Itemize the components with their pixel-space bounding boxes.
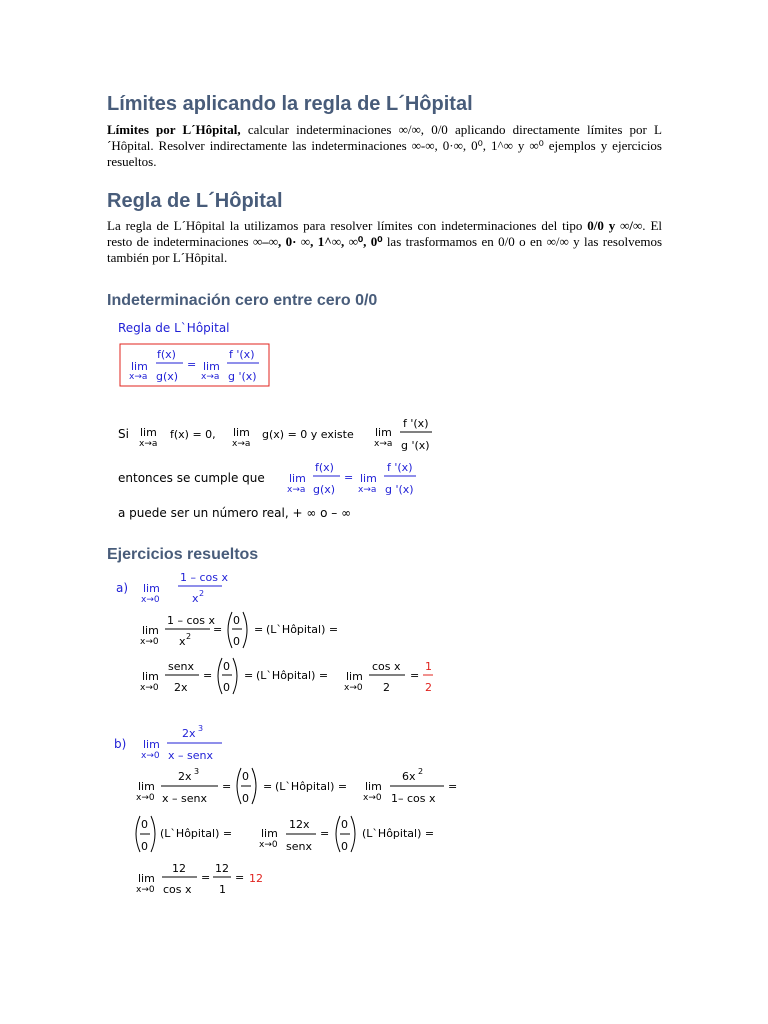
svg-text:lim: lim [346,670,363,683]
svg-text:a): a) [116,581,129,595]
rule-formula [129,348,259,383]
rule-label: Regla de L`Hôpital [118,321,230,335]
svg-text:lim: lim [140,426,157,439]
svg-text:x→a: x→a [232,439,251,449]
svg-text:=: = [263,780,273,793]
rule-bold-b: ∞–∞, 0· ∞, 1^∞, ∞⁰, 0⁰ [252,234,383,249]
svg-text:g(x): g(x) [156,370,179,383]
svg-text:f '(x): f '(x) [387,461,413,474]
svg-text:cos x: cos x [163,883,192,896]
result-a-den: 2 [425,681,432,694]
svg-text:g '(x): g '(x) [401,439,430,452]
svg-text:senx: senx [168,660,194,673]
a-line: a puede ser un número real, + ∞ o – ∞ [118,506,352,520]
svg-text:x: x [179,635,186,648]
svg-text:1 – cos x: 1 – cos x [180,571,229,584]
section-heading-zero-over-zero: Indeterminación cero entre cero 0/0 [107,292,378,309]
svg-text:lim: lim [142,670,159,683]
entonces-text: entonces se cumple que [118,471,265,485]
svg-text:0: 0 [223,681,230,694]
svg-text:x→0: x→0 [344,683,363,693]
rule-bold-a: 0/0 y ∞/∞ [587,218,643,233]
svg-text:b): b) [114,737,127,751]
svg-text:x→0: x→0 [141,751,160,761]
lhopital-b1: (L`Hôpital) = [275,780,348,793]
svg-text:lim: lim [203,360,220,373]
svg-text:=: = [344,471,354,484]
svg-text:x→a: x→a [129,372,148,382]
rule-text-a: La regla de L´Hôpital la utilizamos para resolver límites con indeterminaciones del tipo [107,218,588,233]
exercise-a-step2 [140,658,419,694]
svg-text:2: 2 [383,681,390,694]
exercise-a-statement [116,571,228,605]
svg-text:lim: lim [365,780,382,793]
exercise-b-step3 [136,862,263,896]
svg-text:lim: lim [138,872,155,885]
svg-text:0: 0 [341,818,348,831]
svg-text:lim: lim [261,827,278,840]
exercise-b-step2 [136,816,434,853]
svg-text:f(x): f(x) [157,348,176,361]
svg-text:2: 2 [186,632,192,641]
exercise-a-result [423,660,433,694]
svg-text:x→0: x→0 [140,683,159,693]
result-a-num: 1 [425,660,432,673]
svg-text:0: 0 [233,614,240,627]
svg-text:f '(x): f '(x) [229,348,255,361]
rule-text-c: las trasformamos en 0/0 o en ∞/∞ y las resolvemos también por L´Hôpital. [107,234,663,265]
svg-text:x→a: x→a [139,439,158,449]
svg-text:x→0: x→0 [259,840,278,850]
exercise-a [116,571,433,694]
svg-text:=: = [203,669,213,682]
lhopital-b2: (L`Hôpital) = [160,827,233,840]
svg-text:1 – cos x: 1 – cos x [167,614,216,627]
lhopital-a2: (L`Hôpital) = [256,669,329,682]
svg-text:2x: 2x [174,681,188,694]
svg-text:0: 0 [242,770,249,783]
svg-text:=: = [187,358,197,371]
svg-text:lim: lim [375,426,392,439]
svg-text:6x: 6x [402,770,416,783]
svg-text:x→a: x→a [374,439,393,449]
svg-text:x→0: x→0 [140,637,159,647]
svg-text:g(x): g(x) [313,483,336,496]
svg-text:=: = [254,623,264,636]
svg-text:x→a: x→a [287,485,306,495]
svg-text:2x: 2x [182,727,196,740]
condition-line [118,417,432,452]
svg-text:x→0: x→0 [136,793,155,803]
svg-text:1– cos x: 1– cos x [391,792,436,805]
svg-text:0: 0 [141,818,148,831]
cond-g: g(x) = 0 y existe [262,428,354,441]
svg-text:x→a: x→a [358,485,377,495]
svg-text:x→0: x→0 [141,595,160,605]
svg-text:=: = [410,669,420,682]
result-b: 12 [249,872,263,885]
svg-text:lim: lim [142,624,159,637]
lhopital-b3: (L`Hôpital) = [362,827,435,840]
svg-text:3: 3 [194,767,200,776]
svg-text:2: 2 [199,589,205,598]
section-heading-exercises: Ejercicios resueltos [107,546,259,563]
intro-bold: Límites por L´Hôpital, [107,122,241,137]
exercise-b-statement [114,724,222,762]
lhopital-a1: (L`Hôpital) = [266,623,339,636]
svg-text:1: 1 [219,883,226,896]
page-title: Límites aplicando la regla de L´Hôpital [107,93,473,115]
svg-text:x→0: x→0 [136,885,155,895]
svg-text:=: = [213,623,223,636]
svg-text:12: 12 [215,862,229,875]
svg-text:0: 0 [141,840,148,853]
svg-text:12: 12 [172,862,186,875]
svg-text:lim: lim [131,360,148,373]
svg-text:=: = [235,871,245,884]
svg-text:3: 3 [198,724,204,733]
svg-text:x – senx: x – senx [162,792,207,805]
svg-text:2x: 2x [178,770,192,783]
svg-text:lim: lim [138,780,155,793]
svg-text:0: 0 [223,660,230,673]
svg-text:x→0: x→0 [363,793,382,803]
svg-text:cos x: cos x [372,660,401,673]
svg-text:lim: lim [289,472,306,485]
svg-text:=: = [244,669,254,682]
svg-text:12x: 12x [289,818,310,831]
exercise-b-step1 [136,767,457,805]
svg-text:0: 0 [233,635,240,648]
svg-text:=: = [201,871,211,884]
svg-text:lim: lim [143,582,160,595]
section-heading-rule: Regla de L´Hôpital [107,190,283,212]
svg-text:x – senx: x – senx [168,749,213,762]
svg-text:=: = [222,780,232,793]
svg-text:0: 0 [242,792,249,805]
intro-text: calcular indeterminaciones ∞/∞, 0/0 aplicando directamente límites por L´Hôpital. Resolver indirectamente las indeterminaciones ∞-∞, 0·∞, 0⁰, 1^∞ y ∞⁰ ejemplos y ejercicios resueltos. [107,122,662,169]
svg-text:lim: lim [143,738,160,751]
si-word: Si [118,427,129,441]
svg-text:=: = [448,780,458,793]
svg-text:0: 0 [341,840,348,853]
rule-text-b: . El resto de indeterminaciones [107,218,662,249]
svg-text:x: x [192,592,199,605]
svg-text:f(x): f(x) [315,461,334,474]
entonces-formula [287,461,416,496]
svg-text:2: 2 [418,767,424,776]
svg-text:=: = [320,827,330,840]
svg-text:g '(x): g '(x) [228,370,257,383]
exercise-a-step1 [140,612,338,648]
svg-text:x→a: x→a [201,372,220,382]
svg-text:g '(x): g '(x) [385,483,414,496]
cond-f: f(x) = 0, [170,428,216,441]
svg-text:lim: lim [360,472,377,485]
exercise-b [114,724,457,896]
svg-text:lim: lim [233,426,250,439]
svg-text:f '(x): f '(x) [403,417,429,430]
svg-text:senx: senx [286,840,312,853]
